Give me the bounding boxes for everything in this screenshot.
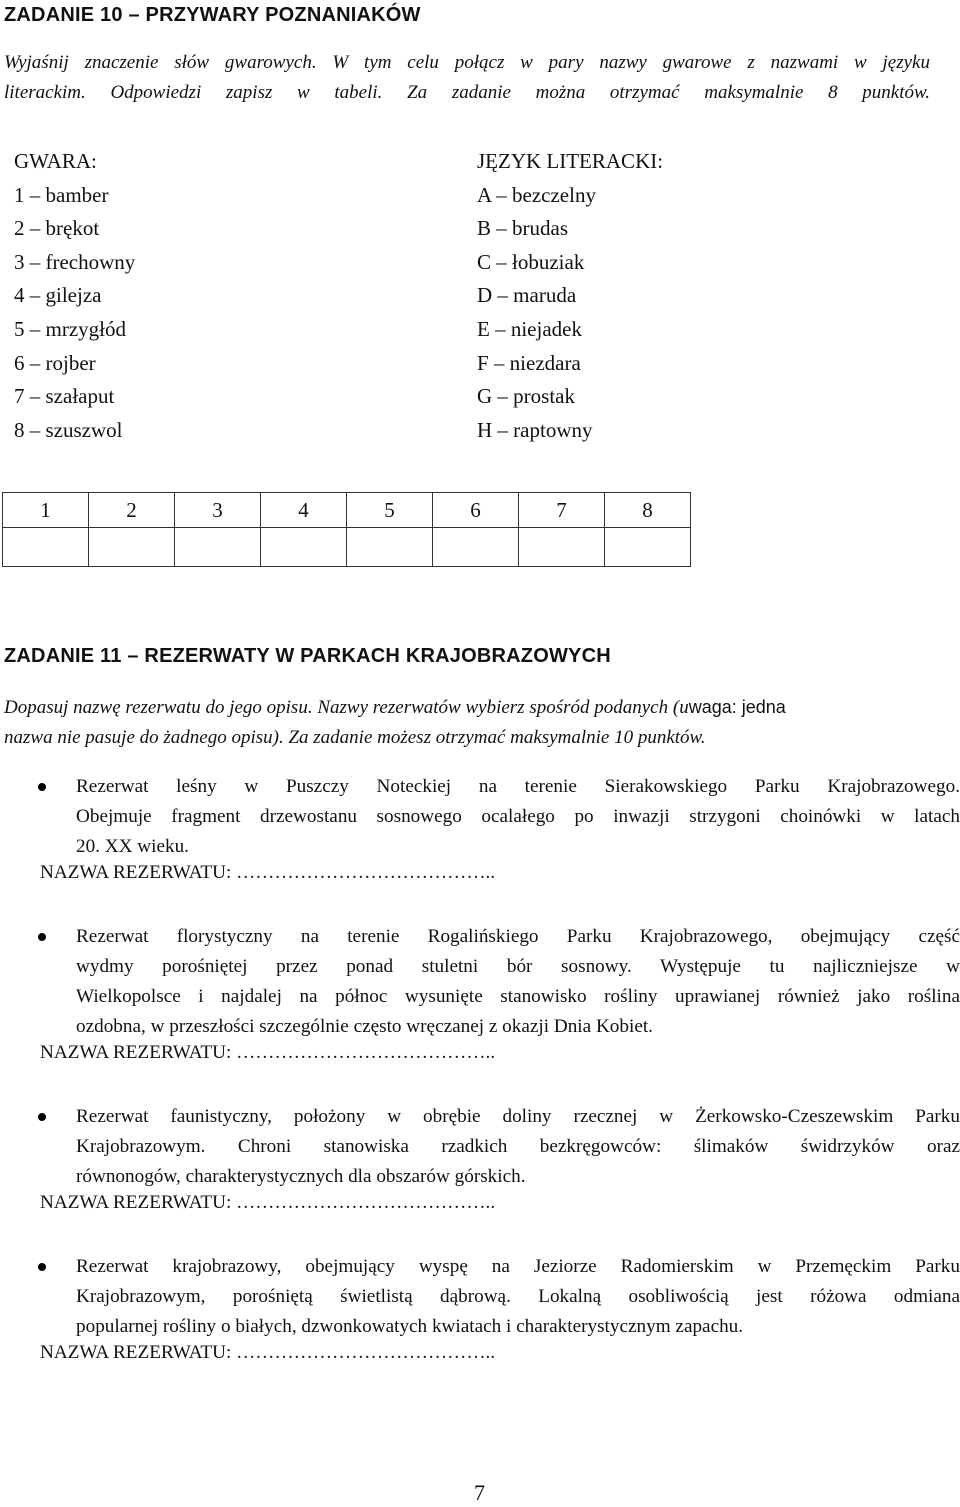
literary-item: H – raptowny xyxy=(477,417,593,442)
page-number: 7 xyxy=(474,1480,485,1505)
reserve-name-answer-line[interactable]: NAZWA REZERWATU: ………………………………….. xyxy=(40,1192,496,1213)
literary-item: F – niezdara xyxy=(477,350,581,375)
dialect-item: 4 – gilejza xyxy=(14,283,102,308)
task10-instructions-line2: literackim. Odpowiedzi zapisz w tabeli. Za zadanie można otrzymać maksymalnie 8 punktów. xyxy=(4,82,930,103)
answer-cell[interactable] xyxy=(175,528,261,567)
answer-table xyxy=(2,492,691,567)
reserve-name-answer-line[interactable]: NAZWA REZERWATU: ………………………………….. xyxy=(40,1042,496,1063)
answer-table-header-row xyxy=(3,493,691,528)
answer-table-header-cell: 7 xyxy=(519,493,605,528)
reserve-description xyxy=(76,772,960,862)
task10-title: ZADANIE 10 – PRZYWARY POZNANIAKÓW xyxy=(4,4,421,26)
dialect-header: GWARA: xyxy=(14,149,97,173)
answer-table-header-cell: 5 xyxy=(347,493,433,528)
answer-cell[interactable] xyxy=(433,528,519,567)
reserve-name-answer-line[interactable]: NAZWA REZERWATU: ………………………………….. xyxy=(40,1342,496,1363)
description-line: Rezerwat krajobrazowy, obejmujący wyspę na Jeziorze Radomierskim w Przemęckim Parku xyxy=(76,1256,960,1277)
dialect-column xyxy=(14,145,135,447)
description-line: Wielkopolsce i najdalej na północ wysunięte stanowisko rośliny uprawianej również jako roślina xyxy=(76,986,960,1007)
reserve-description xyxy=(76,922,960,1042)
task11-title: ZADANIE 11 – REZERWATY W PARKACH KRAJOBRAZOWYCH xyxy=(4,645,611,667)
literary-item: C – łobuziak xyxy=(477,249,585,274)
task10-instructions-line1: Wyjaśnij znaczenie słów gwarowych. W tym celu połącz w pary nazwy gwarowe z nazwami w języku xyxy=(4,52,930,73)
bullet-icon xyxy=(38,933,46,941)
description-line: Krajobrazowym, porośniętą świetlistą dąbrową. Lokalną osobliwością jest różowa odmiana xyxy=(76,1286,960,1307)
literary-header: JĘZYK LITERACKI: xyxy=(477,149,664,173)
literary-item: B – brudas xyxy=(477,216,568,241)
dialect-item: 5 – mrzygłód xyxy=(14,316,126,341)
answer-cell[interactable] xyxy=(89,528,175,567)
dialect-item: 7 – szałaput xyxy=(14,384,115,409)
literary-item: A – bezczelny xyxy=(477,182,596,207)
dialect-item: 3 – frechowny xyxy=(14,249,136,274)
reserve-description xyxy=(76,1252,960,1342)
answer-cell[interactable] xyxy=(3,528,89,567)
bullet-icon xyxy=(38,1263,46,1271)
description-line: 20. XX wieku. xyxy=(76,836,189,857)
bullet-icon xyxy=(38,783,46,791)
description-line: Obejmuje fragment drzewostanu sosnowego ocalałego po inwazji strzygoni choinówki w latach xyxy=(76,806,960,827)
description-line: Krajobrazowym. Chroni stanowiska rzadkich bezkręgowców: ślimaków świdrzyków oraz xyxy=(76,1136,960,1157)
dialect-item: 2 – brękot xyxy=(14,216,100,241)
description-line: Rezerwat leśny w Puszczy Noteckiej na terenie Sierakowskiego Parku Krajobrazowego. xyxy=(76,776,960,797)
description-line: ozdobna, w przeszłości szczególnie często wręczanej z okazji Dnia Kobiet. xyxy=(76,1016,653,1037)
literary-column xyxy=(477,145,663,447)
description-line: Rezerwat faunistyczny, położony w obrębie doliny rzecznej w Żerkowsko-Czeszewskim Parku xyxy=(76,1106,960,1127)
reserve-name-answer-line[interactable]: NAZWA REZERWATU: ………………………………….. xyxy=(40,862,496,883)
answer-table-header-cell: 1 xyxy=(3,493,89,528)
bullet-icon xyxy=(38,1113,46,1121)
description-line: Rezerwat florystyczny na terenie Rogalińskiego Parku Krajobrazowego, obejmujący część xyxy=(76,926,960,947)
answer-cell[interactable] xyxy=(605,528,691,567)
answer-table-answer-row xyxy=(3,528,691,567)
task11-instructions xyxy=(4,692,930,753)
task10-instructions xyxy=(4,48,930,108)
answer-cell[interactable] xyxy=(347,528,433,567)
task11-instructions-part: Dopasuj nazwę rezerwatu do jego opisu. Nazwy rezerwatów wybierz spośród podanych (u xyxy=(4,697,689,718)
description-line: popularnej rośliny o białych, dzwonkowatych kwiatach i charakterystycznym zapachu. xyxy=(76,1316,744,1337)
description-line: równonogów, charakterystycznych dla obszarów górskich. xyxy=(76,1166,526,1187)
literary-item: D – maruda xyxy=(477,283,577,308)
task11-instructions-note: waga: jedna xyxy=(688,697,786,717)
reserve-description xyxy=(76,1102,960,1192)
literary-item: E – niejadek xyxy=(477,316,582,341)
dialect-item: 1 – bamber xyxy=(14,182,109,207)
literary-item: G – prostak xyxy=(477,384,575,409)
answer-cell[interactable] xyxy=(261,528,347,567)
answer-table-header-cell: 6 xyxy=(433,493,519,528)
answer-table-header-cell: 8 xyxy=(605,493,691,528)
dialect-item: 6 – rojber xyxy=(14,350,96,375)
task11-instructions-part: nazwa nie pasuje do żadnego opisu). Za zadanie możesz otrzymać maksymalnie 10 punktów. xyxy=(4,727,706,748)
description-line: wydmy porośniętej przez ponad stuletni bór sosnowy. Występuje tu najliczniejsze w xyxy=(76,956,960,977)
answer-table-header-cell: 2 xyxy=(89,493,175,528)
answer-table-header-cell: 4 xyxy=(261,493,347,528)
answer-table-header-cell: 3 xyxy=(175,493,261,528)
answer-cell[interactable] xyxy=(519,528,605,567)
dialect-item: 8 – szuszwol xyxy=(14,417,123,442)
